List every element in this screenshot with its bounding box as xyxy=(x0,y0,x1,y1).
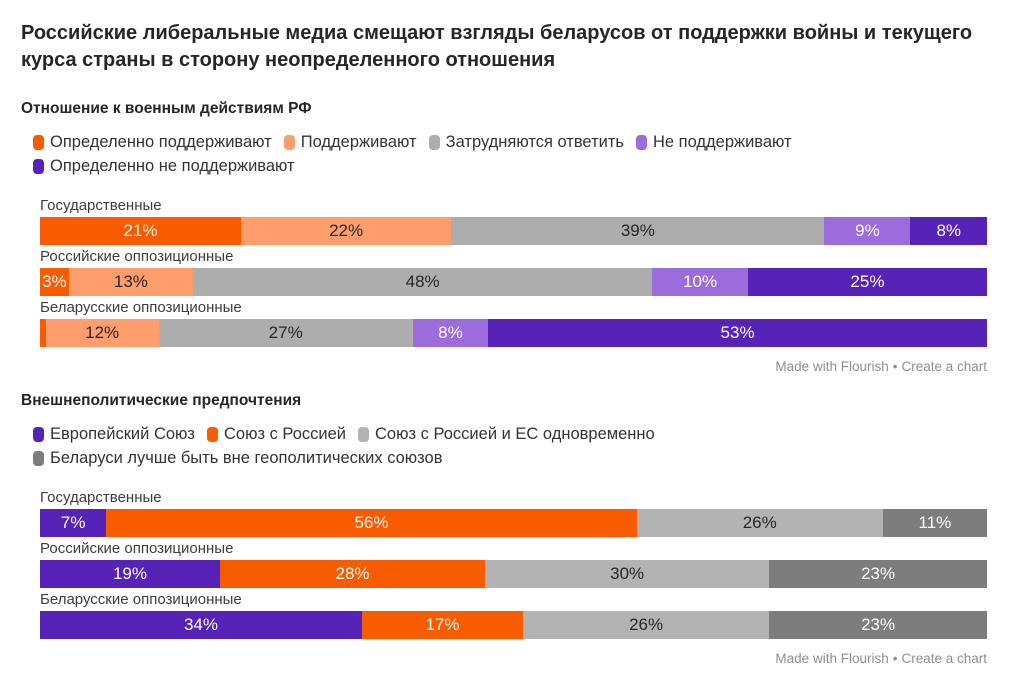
legend-item[interactable] xyxy=(636,132,792,153)
credit-separator: • xyxy=(892,651,898,666)
create-a-chart-link[interactable]: Create a chart xyxy=(901,651,987,666)
bar-row xyxy=(40,248,987,296)
category-label: Российские оппозиционные xyxy=(40,540,234,557)
legend-swatch-icon xyxy=(636,135,647,150)
bar-segment[interactable]: 23% xyxy=(769,560,987,588)
page-title: Российские либеральные медиа смещают взгляды беларусов от поддержки войны и текущего курса страны в сторону неопределенного отношения xyxy=(21,22,973,71)
legend-item[interactable] xyxy=(207,424,346,445)
legend xyxy=(33,132,953,177)
legend-label: Затрудняются ответить xyxy=(445,133,624,151)
legend-swatch-icon xyxy=(429,135,440,150)
category-label: Государственные xyxy=(40,197,162,214)
legend xyxy=(33,424,953,469)
flourish-credit xyxy=(21,651,987,667)
flourish-credit xyxy=(21,359,987,375)
bar-segment[interactable]: 23% xyxy=(769,611,987,639)
bar-segment[interactable]: 10% xyxy=(652,268,748,296)
legend-label: Определенно поддерживают xyxy=(50,133,272,151)
legend-swatch-icon xyxy=(33,135,44,150)
bar-segment[interactable]: 26% xyxy=(523,611,769,639)
bar-segment[interactable]: 12% xyxy=(46,319,159,347)
bar-row xyxy=(40,299,987,347)
stacked-bar xyxy=(40,268,987,296)
bar-segment[interactable]: 34% xyxy=(40,611,362,639)
bar-row xyxy=(40,489,987,537)
legend-label: Европейский Союз xyxy=(50,425,195,443)
chart-foreign-policy xyxy=(21,392,987,667)
bar-segment[interactable]: 48% xyxy=(193,268,652,296)
bar-row xyxy=(40,591,987,639)
bar-row xyxy=(40,540,987,588)
bar-segment[interactable]: 22% xyxy=(241,217,451,245)
category-label: Беларусские оппозиционные xyxy=(40,299,242,316)
legend-label: Не поддерживают xyxy=(653,133,792,151)
bar-row xyxy=(40,197,987,245)
chart-war-attitude xyxy=(21,100,987,375)
legend-item[interactable] xyxy=(33,156,295,177)
legend-swatch-icon xyxy=(33,451,44,466)
chart-rows xyxy=(40,197,987,347)
legend-label: Беларуси лучше быть вне геополитических союзов xyxy=(50,449,443,467)
legend-swatch-icon xyxy=(207,427,218,442)
bar-segment[interactable]: 11% xyxy=(883,509,987,537)
legend-item[interactable] xyxy=(429,132,624,153)
category-label: Беларусские оппозиционные xyxy=(40,591,242,608)
legend-item[interactable] xyxy=(33,448,443,469)
bar-segment[interactable]: 27% xyxy=(159,319,413,347)
category-label: Государственные xyxy=(40,489,162,506)
bar-segment[interactable]: 39% xyxy=(451,217,824,245)
legend-label: Союз с Россией xyxy=(223,425,347,443)
made-with-flourish-link[interactable]: Made with Flourish xyxy=(775,651,889,666)
legend-swatch-icon xyxy=(33,427,44,442)
bar-segment[interactable]: 8% xyxy=(413,319,488,347)
bar-segment[interactable]: 8% xyxy=(910,217,987,245)
bar-segment[interactable]: 17% xyxy=(362,611,523,639)
legend-swatch-icon xyxy=(358,427,369,442)
bar-segment[interactable]: 3% xyxy=(40,268,69,296)
chart-rows xyxy=(40,489,987,639)
bar-segment[interactable]: 26% xyxy=(637,509,883,537)
legend-label: Союз с Россией и ЕС одновременно xyxy=(375,425,655,443)
chart-title: Отношение к военным действиям РФ xyxy=(21,100,312,117)
bar-segment[interactable]: 53% xyxy=(488,319,987,347)
bar-segment[interactable]: 19% xyxy=(40,560,220,588)
stacked-bar xyxy=(40,319,987,347)
legend-swatch-icon xyxy=(33,159,44,174)
create-a-chart-link[interactable]: Create a chart xyxy=(901,359,987,374)
legend-swatch-icon xyxy=(284,135,295,150)
bar-segment[interactable]: 56% xyxy=(106,509,636,537)
stacked-bar xyxy=(40,611,987,639)
category-label: Российские оппозиционные xyxy=(40,248,234,265)
made-with-flourish-link[interactable]: Made with Flourish xyxy=(775,359,889,374)
legend-item[interactable] xyxy=(33,424,195,445)
legend-item[interactable] xyxy=(33,132,272,153)
credit-separator: • xyxy=(892,359,898,374)
stacked-bar xyxy=(40,560,987,588)
bar-segment[interactable]: 13% xyxy=(69,268,193,296)
legend-item[interactable] xyxy=(284,132,417,153)
bar-segment[interactable]: 7% xyxy=(40,509,106,537)
bar-segment[interactable]: 21% xyxy=(40,217,241,245)
bar-segment[interactable]: 25% xyxy=(748,268,987,296)
bar-segment[interactable]: 28% xyxy=(220,560,485,588)
stacked-bar xyxy=(40,217,987,245)
bar-segment[interactable]: 9% xyxy=(824,217,910,245)
legend-label: Поддерживают xyxy=(300,133,417,151)
stacked-bar xyxy=(40,509,987,537)
chart-title: Внешнеполитические предпочтения xyxy=(21,392,302,409)
bar-segment[interactable]: 30% xyxy=(485,560,769,588)
legend-label: Определенно не поддерживают xyxy=(50,157,295,175)
legend-item[interactable] xyxy=(358,424,655,445)
